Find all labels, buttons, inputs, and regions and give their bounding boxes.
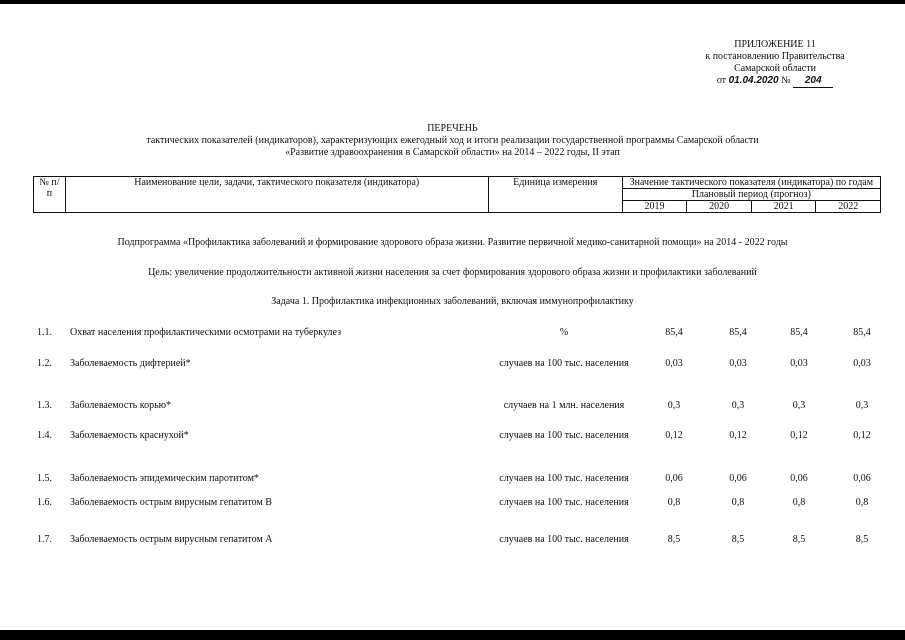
col-value-header: Значение тактического показателя (индикатора) по годам	[622, 177, 880, 189]
row-number: 1.2.	[37, 358, 52, 369]
value-2020: 0,8	[731, 497, 745, 508]
task-text: Задача 1. Профилактика инфекционных заболеваний, включая иммунопрофилактику	[271, 296, 634, 307]
value-2019: 8,5	[667, 534, 681, 545]
row-number: 1.4.	[37, 430, 52, 441]
indicator-name: Заболеваемость краснухой*	[70, 430, 189, 441]
indicator-name: Заболеваемость эпидемическим паротитом*	[70, 473, 259, 484]
indicator-name: Заболеваемость корью*	[70, 400, 172, 411]
col-name-header: Наименование цели, задачи, тактического показателя (индикатора)	[65, 177, 488, 213]
value-2022: 0,06	[853, 473, 871, 484]
indicator-name: Заболеваемость дифтерией*	[70, 358, 191, 369]
value-2021: 8,5	[792, 534, 806, 545]
unit-of-measure: случаев на 100 тыс. населения	[499, 358, 629, 369]
top-scan-border	[0, 0, 905, 4]
value-2022: 0,8	[855, 497, 869, 508]
table-row	[37, 400, 867, 428]
unit-of-measure: случаев на 100 тыс. населения	[499, 430, 629, 441]
indicator-name: Заболеваемость острым вирусным гепатитом В	[70, 497, 272, 508]
title-line-3: «Развитие здравоохранения в Самарской области» на 2014 – 2022 годы, II этап	[285, 147, 620, 158]
value-2019: 0,8	[667, 497, 681, 508]
value-2020: 85,4	[729, 327, 747, 338]
value-2022: 0,12	[853, 430, 871, 441]
indicator-name: Заболеваемость острым вирусным гепатитом А	[70, 534, 273, 545]
table-row	[37, 358, 871, 386]
annex-title: ПРИЛОЖЕНИЕ 11	[734, 39, 816, 50]
value-2022: 0,03	[853, 358, 871, 369]
table-row	[37, 534, 867, 562]
indicator-name: Охват населения профилактическими осмотрами на туберкулез	[70, 327, 342, 338]
number-prefix: №	[781, 75, 791, 86]
row-number: 1.3.	[37, 400, 52, 411]
bottom-scan-border	[0, 630, 905, 640]
date-value: 01.04.2020	[728, 75, 779, 86]
value-2019: 0,3	[667, 400, 681, 411]
year-header: 2020	[687, 201, 752, 213]
indicator-table-header	[33, 176, 881, 213]
row-number: 1.1.	[37, 327, 52, 338]
value-2019: 85,4	[665, 327, 683, 338]
col-period-header: Плановый период (прогноз)	[622, 189, 880, 201]
subprogram-title: Подпрограмма «Профилактика заболеваний и формирование здорового образа жизни. Развитие первичной медико-санитарной помощи» на 2014 - 2022 годы	[117, 237, 788, 248]
year-header: 2021	[751, 201, 816, 213]
value-2020: 8,5	[731, 534, 745, 545]
annex-block	[690, 39, 860, 88]
row-number: 1.5.	[37, 473, 52, 484]
date-prefix: от	[716, 75, 727, 86]
value-2021: 0,8	[792, 497, 806, 508]
value-2021: 0,3	[792, 400, 806, 411]
value-2019: 0,06	[665, 473, 683, 484]
value-2019: 0,03	[665, 358, 683, 369]
value-2020: 0,3	[731, 400, 745, 411]
col-no-header: № п/п	[34, 177, 66, 213]
row-number: 1.7.	[37, 534, 52, 545]
row-number: 1.6.	[37, 497, 52, 508]
value-2019: 0,12	[665, 430, 683, 441]
value-2021: 0,06	[790, 473, 808, 484]
value-2021: 0,03	[790, 358, 808, 369]
number-value: 204	[804, 75, 822, 86]
value-2020: 0,03	[729, 358, 747, 369]
title-line-2: тактических показателей (индикаторов), характеризующих ежегодный ход и итоги реализации государственной программы Самарской области	[146, 135, 759, 146]
value-2022: 0,3	[855, 400, 869, 411]
year-header: 2019	[622, 201, 687, 213]
unit-of-measure: случаев на 100 тыс. населения	[499, 473, 629, 484]
annex-date-line	[690, 75, 860, 88]
value-2022: 8,5	[855, 534, 869, 545]
document-title	[0, 123, 905, 159]
value-2022: 85,4	[853, 327, 871, 338]
unit-of-measure: случаев на 100 тыс. населения	[499, 534, 629, 545]
unit-of-measure: %	[559, 327, 569, 338]
goal-text: Цель: увеличение продолжительности активной жизни населения за счет формирования здорового образа жизни и профилактики заболеваний	[148, 267, 757, 278]
table-row	[37, 497, 867, 525]
col-unit-header: Единица измерения	[488, 177, 622, 213]
annex-line-3: Самарской области	[734, 63, 816, 74]
value-2020: 0,06	[729, 473, 747, 484]
unit-of-measure: случаев на 100 тыс. населения	[499, 497, 629, 508]
value-2021: 0,12	[790, 430, 808, 441]
value-2021: 85,4	[790, 327, 808, 338]
table-row	[37, 430, 871, 458]
title-heading: ПЕРЕЧЕНЬ	[427, 123, 478, 134]
value-2020: 0,12	[729, 430, 747, 441]
year-header: 2022	[816, 201, 881, 213]
unit-of-measure: случаев на 1 млн. населения	[503, 400, 625, 411]
annex-line-2: к постановлению Правительства	[705, 51, 845, 62]
table-row	[37, 327, 871, 355]
